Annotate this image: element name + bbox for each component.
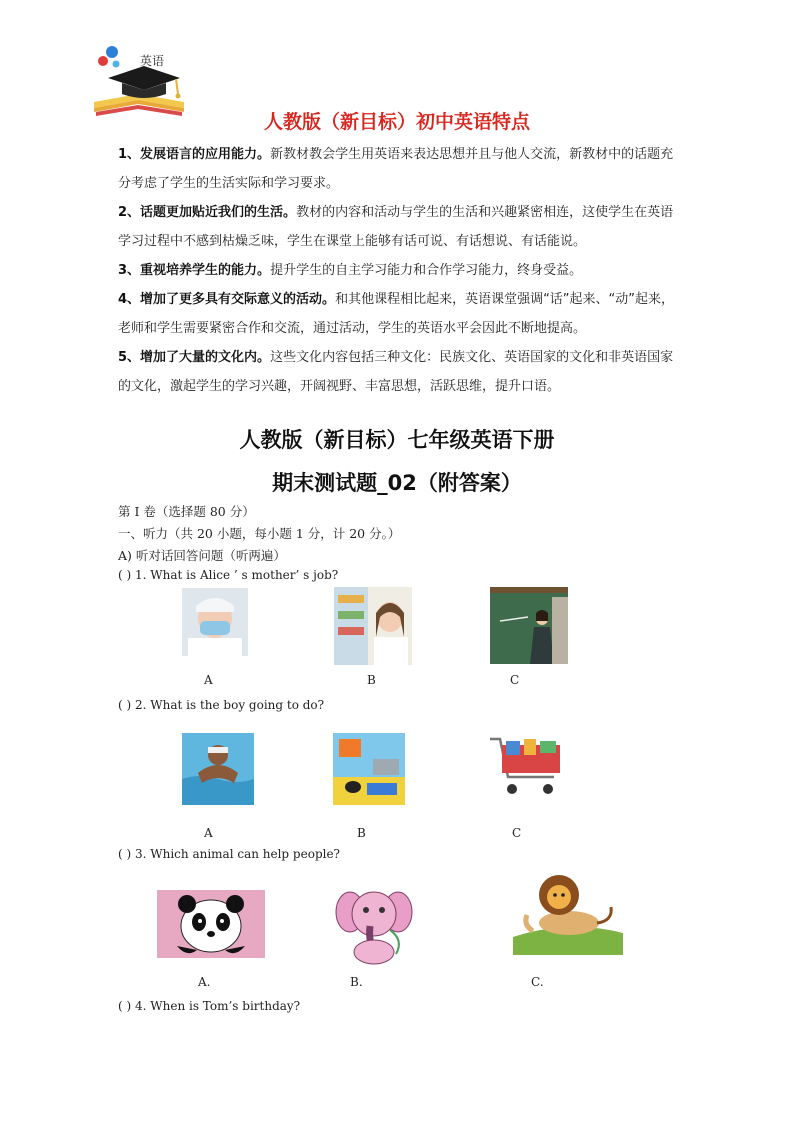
- swimmer-image: [182, 733, 254, 805]
- shopping-cart-image: [486, 733, 566, 801]
- question-text: 2. What is the boy going to do?: [135, 698, 325, 712]
- option-label[interactable]: A: [204, 826, 213, 840]
- elephant-image: [334, 882, 414, 966]
- answer-bracket[interactable]: ( ): [118, 568, 132, 582]
- teacher-blackboard-image: [490, 587, 568, 664]
- doctor-mask-image: [182, 588, 248, 656]
- question-3: [118, 847, 340, 861]
- logo-label: 英语: [140, 54, 165, 68]
- option-label[interactable]: B: [357, 826, 366, 840]
- feature-item: 3、重视培养学生的能力。提升学生的自主学习能力和合作学习能力，终身受益。: [118, 263, 583, 278]
- features-list: [118, 140, 684, 401]
- option-label[interactable]: B.: [350, 975, 363, 989]
- lion-image: [513, 867, 623, 955]
- question-text: 3. Which animal can help people?: [135, 847, 340, 861]
- exam-title-line2: 期末测试题_02（附答案）: [272, 471, 522, 495]
- section-heading: 一、听力（共 20 小题，每小题 1 分，计 20 分。）: [118, 526, 401, 541]
- feature-item: 4、增加了更多具有交际意义的活动。和其他课程相比起来，英语课堂强调“话”起来、“动”起来，老师和学生需要紧密合作和交流，通过活动，学生的英语水平会因此不断地提高。: [118, 292, 675, 336]
- sub-heading: A) 听对话回答问题（听两遍）: [118, 548, 286, 563]
- option-label[interactable]: C: [510, 673, 520, 687]
- exam-title-line1: 人教版（新目标）七年级英语下册: [239, 428, 555, 452]
- question-2: [118, 698, 324, 712]
- feature-item: 2、话题更加贴近我们的生活。教材的内容和活动与学生的生活和兴趣紧密相连，这使学生在英语学习过程中不感到枯燥乏味，学生在课堂上能够有话可说、有话想说、有话能说。: [118, 205, 674, 249]
- answer-bracket[interactable]: ( ): [118, 698, 132, 712]
- feature-item: 1、发展语言的应用能力。新教材教会学生用英语来表达思想并且与他人交流，新教材中的话题充分考虑了学生的生活实际和学习要求。: [118, 147, 674, 191]
- option-label[interactable]: C.: [531, 975, 544, 989]
- option-label[interactable]: A.: [198, 975, 211, 989]
- panda-image: [157, 890, 265, 958]
- answer-bracket[interactable]: ( ): [118, 847, 132, 861]
- option-label[interactable]: B: [367, 673, 376, 687]
- answer-bracket[interactable]: ( ): [118, 999, 132, 1013]
- option-label[interactable]: C: [512, 826, 522, 840]
- option-label[interactable]: A: [204, 673, 213, 687]
- question-4: [118, 999, 300, 1013]
- cartoon-desk-image: [333, 733, 405, 805]
- question-text: 4. When is Tom’s birthday?: [135, 999, 301, 1013]
- question-1: [118, 568, 338, 582]
- question-text: 1. What is Alice ’ s mother’ s job?: [135, 568, 339, 582]
- shop-assistant-image: [334, 587, 412, 665]
- part-heading: 第 I 卷（选择题 80 分）: [118, 504, 255, 519]
- feature-item: 5、增加了大量的文化内。这些文化内容包括三种文化：民族文化、英语国家的文化和非英语国家的文化，激起学生的学习兴趣，开阔视野、丰富思想，活跃思维，提升口语。: [118, 350, 674, 394]
- banner-title: 人教版（新目标）初中英语特点: [263, 111, 530, 133]
